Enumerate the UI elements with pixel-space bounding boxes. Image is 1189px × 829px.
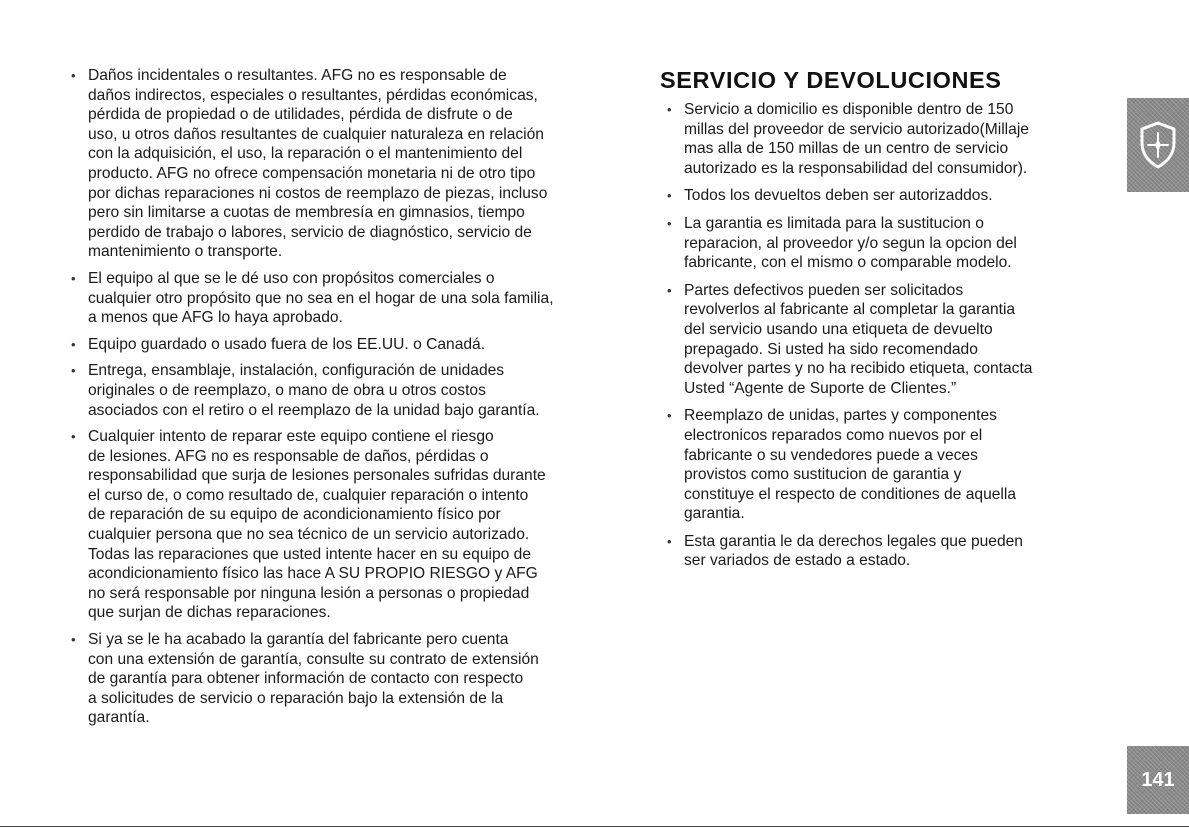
left-column xyxy=(64,66,624,735)
service-list xyxy=(660,100,1080,571)
list-item: • Todos los devueltos deben ser autorizaddos. xyxy=(660,186,1080,206)
list-item: • Daños incidentales o resultantes. AFG no es responsable de daños indirectos, especiales o resultantes, pérdidas económicas, pérdida de propiedad o de utilidades, pérdida de disfrute o de uso, u otros daños resultantes de cualquier naturaleza en relación con la adquisición, el uso, la reparación o el mantenimiento del producto. AFG no ofrece compensación monetaria ni de otro tipo por dichas reparaciones ni costos de reemplazo de piezas, incluso pero sin limitarse a cuotas de membresía en gimnasios, tiempo perdido de trabajo o labores, servicio de diagnóstico, servicio de mantenimiento o transporte. xyxy=(64,66,624,262)
list-item: • Partes defectivos pueden ser solicitados revolverlos al fabricante al completar la garantia del servicio usando una etiqueta de devuelto prepagado. Si usted ha sido recomendado devolver partes y no ha recibido etiqueta, contacta Usted “Agente de Suporte de Clientes.” xyxy=(660,281,1080,399)
bottom-rule xyxy=(0,826,1189,827)
list-item: • El equipo al que se le dé uso con propósitos comerciales o cualquier otro propósito que no sea en el hogar de una sola familia, a menos que AFG lo haya aprobado. xyxy=(64,269,624,328)
page-number: 141 xyxy=(1141,768,1175,791)
section-heading: SERVICIO Y DEVOLUCIONES xyxy=(660,67,1002,93)
list-item: • La garantia es limitada para la sustitucion o reparacion, al proveedor y/o segun la opcion del fabricante, con el mismo o comparable modelo. xyxy=(660,214,1080,273)
shield-cross-icon xyxy=(1138,121,1178,169)
list-item: • Esta garantia le da derechos legales que pueden ser variados de estado a estado. xyxy=(660,532,1080,571)
list-item: • Equipo guardado o usado fuera de los EE.UU. o Canadá. xyxy=(64,335,624,355)
list-item: • Servicio a domicilio es disponible dentro de 150 millas del proveedor de servicio autorizado(Millaje mas alla de 150 millas de un centro de servicio autorizado es la responsabilidad del consumidor). xyxy=(660,100,1080,178)
list-item: • Reemplazo de unidas, partes y componentes electronicos reparados como nuevos por el fabricante o su vendedores puede a veces provistos como sustitucion de garantia y constituye el respecto de conditiones de aquella garantia. xyxy=(660,406,1080,524)
page-number-badge xyxy=(1127,746,1189,814)
right-column xyxy=(660,66,1080,579)
list-item: • Si ya se le ha acabado la garantía del fabricante pero cuenta con una extensión de garantía, consulte su contrato de extensión de garantía para obtener información de contacto con respecto a solicitudes de servicio o reparación bajo la extensión de la garantía. xyxy=(64,630,624,728)
list-item: • Entrega, ensamblaje, instalación, configuración de unidades originales o de reemplazo, o mano de obra u otros costos asociados con el retiro o el reemplazo de la unidad bajo garantía. xyxy=(64,361,624,420)
exclusions-list xyxy=(64,66,624,728)
section-tab-badge xyxy=(1127,98,1189,192)
list-item: • Cualquier intento de reparar este equipo contiene el riesgo de lesiones. AFG no es responsable de daños, pérdidas o responsabilidad que surja de lesiones personales sufridas durante el curso de, o como resultado de, cualquier reparación o intento de reparación de su equipo de acondicionamiento físico por cualquier persona que no sea técnico de un servicio autorizado. Todas las reparaciones que usted intente hacer en su equipo de acondicionamiento físico las hace A SU PROPIO RIESGO y AFG no será responsable por ninguna lesión a personas o propiedad que surjan de dichas reparaciones. xyxy=(64,427,624,623)
